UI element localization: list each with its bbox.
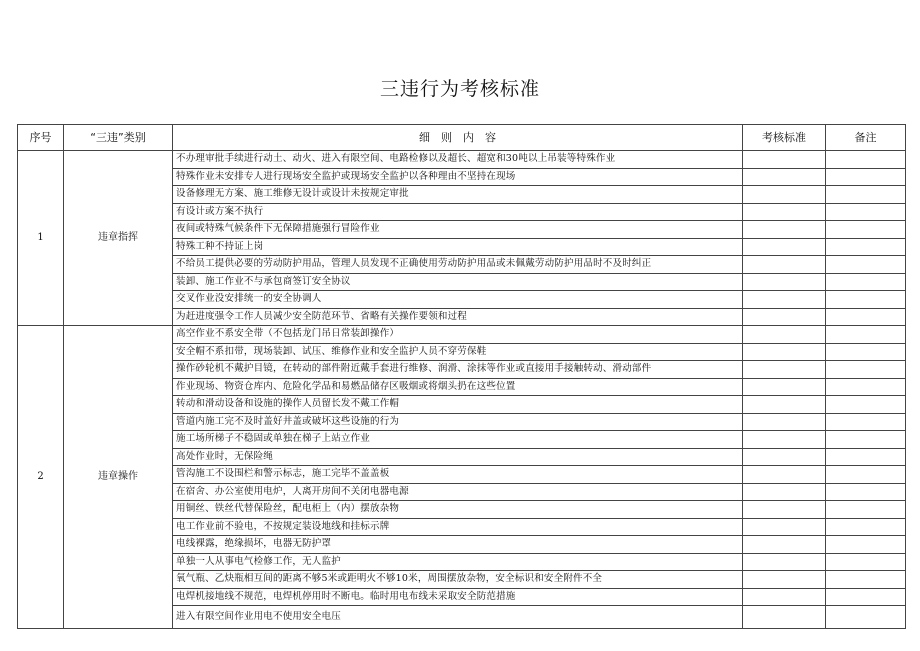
standard-cell	[743, 238, 826, 256]
detail-cell: 操作砂轮机不戴护目镜，在转动的部件附近戴手套进行维修、润滑、涂抹等作业或直接用手接触转动、滑动部件	[173, 361, 743, 379]
detail-cell: 不给员工提供必要的劳动防护用品，管理人员发现不正确使用劳动防护用品或未佩戴劳动防护用品时不及时纠正	[173, 256, 743, 274]
detail-cell: 装卸、施工作业不与承包商签订安全协议	[173, 273, 743, 291]
detail-cell: 安全帽不系扣带，现场装卸、试压、维修作业和安全监护人员不穿劳保鞋	[173, 343, 743, 361]
remark-cell	[826, 606, 906, 629]
standard-cell	[743, 273, 826, 291]
page-title: 三违行为考核标准	[379, 78, 540, 100]
group-category: 违章指挥	[64, 151, 173, 326]
standard-cell	[743, 588, 826, 606]
assessment-table	[17, 124, 906, 629]
detail-cell: 单独一人从事电气检修工作，无人监护	[173, 553, 743, 571]
detail-cell: 高空作业不系安全带（不包括龙门吊日常装卸操作）	[173, 326, 743, 344]
standard-cell	[743, 361, 826, 379]
detail-cell: 在宿舍、办公室使用电炉，人离开房间不关闭电器电源	[173, 483, 743, 501]
detail-cell: 不办理审批手续进行动土、动火、进入有限空间、电路检修以及超长、超宽和30吨以上吊装等特殊作业	[173, 151, 743, 169]
detail-cell: 夜间或特殊气候条件下无保障措施强行冒险作业	[173, 221, 743, 239]
remark-cell	[826, 238, 906, 256]
detail-cell: 高处作业时，无保险绳	[173, 448, 743, 466]
remark-cell	[826, 413, 906, 431]
remark-cell	[826, 448, 906, 466]
standard-cell	[743, 413, 826, 431]
standard-cell	[743, 151, 826, 169]
standard-cell	[743, 256, 826, 274]
remark-cell	[826, 343, 906, 361]
standard-cell	[743, 518, 826, 536]
detail-cell: 管沟施工不设围栏和警示标志，施工完毕不盖盖板	[173, 466, 743, 484]
standard-cell	[743, 291, 826, 309]
remark-cell	[826, 553, 906, 571]
standard-cell	[743, 553, 826, 571]
header-detail: 细 则 内 容	[173, 125, 743, 151]
remark-cell	[826, 536, 906, 554]
standard-cell	[743, 221, 826, 239]
remark-cell	[826, 396, 906, 414]
detail-cell: 为赶进度强令工作人员减少安全防范环节、省略有关操作要领和过程	[173, 308, 743, 326]
standard-cell	[743, 483, 826, 501]
standard-cell	[743, 168, 826, 186]
detail-cell: 设备修理无方案、施工维修无设计或设计未按规定审批	[173, 186, 743, 204]
remark-cell	[826, 221, 906, 239]
detail-cell: 有设计或方案不执行	[173, 203, 743, 221]
remark-cell	[826, 203, 906, 221]
group-number: 1	[18, 151, 64, 326]
detail-cell: 进入有限空间作业用电不使用安全电压	[173, 606, 743, 629]
remark-cell	[826, 273, 906, 291]
standard-cell	[743, 431, 826, 449]
table-header-row	[18, 125, 906, 151]
header-standard: 考核标准	[743, 125, 826, 151]
remark-cell	[826, 518, 906, 536]
header-no: 序号	[18, 125, 64, 151]
remark-cell	[826, 483, 906, 501]
standard-cell	[743, 466, 826, 484]
remark-cell	[826, 291, 906, 309]
detail-cell: 电工作业前不验电，不按规定装设地线和挂标示牌	[173, 518, 743, 536]
remark-cell	[826, 466, 906, 484]
detail-cell: 交叉作业没安排统一的安全协调人	[173, 291, 743, 309]
remark-cell	[826, 168, 906, 186]
detail-cell: 管道内施工完不及时盖好井盖或破坏这些设施的行为	[173, 413, 743, 431]
standard-cell	[743, 308, 826, 326]
standard-cell	[743, 448, 826, 466]
remark-cell	[826, 431, 906, 449]
detail-cell: 施工场所梯子不稳固或单独在梯子上站立作业	[173, 431, 743, 449]
detail-cell: 氧气瓶、乙炔瓶相互间的距离不够5米或距明火不够10米，周围摆放杂物，安全标识和安全附件不全	[173, 571, 743, 589]
remark-cell	[826, 256, 906, 274]
detail-cell: 特殊工种不持证上岗	[173, 238, 743, 256]
standard-cell	[743, 186, 826, 204]
remark-cell	[826, 361, 906, 379]
remark-cell	[826, 326, 906, 344]
remark-cell	[826, 501, 906, 519]
standard-cell	[743, 203, 826, 221]
header-category: “三违”类别	[64, 125, 173, 151]
header-remark: 备注	[826, 125, 906, 151]
standard-cell	[743, 571, 826, 589]
detail-cell: 电线裸露，绝缘损坏，电器无防护罩	[173, 536, 743, 554]
standard-cell	[743, 343, 826, 361]
detail-cell: 电焊机接地线不规范，电焊机停用时不断电。临时用电布线未采取安全防范措施	[173, 588, 743, 606]
group-category: 违章操作	[64, 326, 173, 629]
standard-cell	[743, 378, 826, 396]
standard-cell	[743, 536, 826, 554]
table-row	[18, 151, 906, 169]
remark-cell	[826, 588, 906, 606]
standard-cell	[743, 606, 826, 629]
detail-cell: 特殊作业未安排专人进行现场安全监护或现场安全监护以各种理由不坚持在现场	[173, 168, 743, 186]
detail-cell: 转动和滑动设备和设施的操作人员留长发不戴工作帽	[173, 396, 743, 414]
standard-cell	[743, 396, 826, 414]
remark-cell	[826, 308, 906, 326]
remark-cell	[826, 151, 906, 169]
standard-cell	[743, 326, 826, 344]
detail-cell: 作业现场、物资仓库内、危险化学品和易燃品储存区吸烟或将烟头扔在这些位置	[173, 378, 743, 396]
detail-cell: 用铜丝、铁丝代替保险丝，配电柜上（内）摆放杂物	[173, 501, 743, 519]
remark-cell	[826, 378, 906, 396]
group-number: 2	[18, 326, 64, 629]
remark-cell	[826, 186, 906, 204]
remark-cell	[826, 571, 906, 589]
table-row	[18, 326, 906, 344]
standard-cell	[743, 501, 826, 519]
